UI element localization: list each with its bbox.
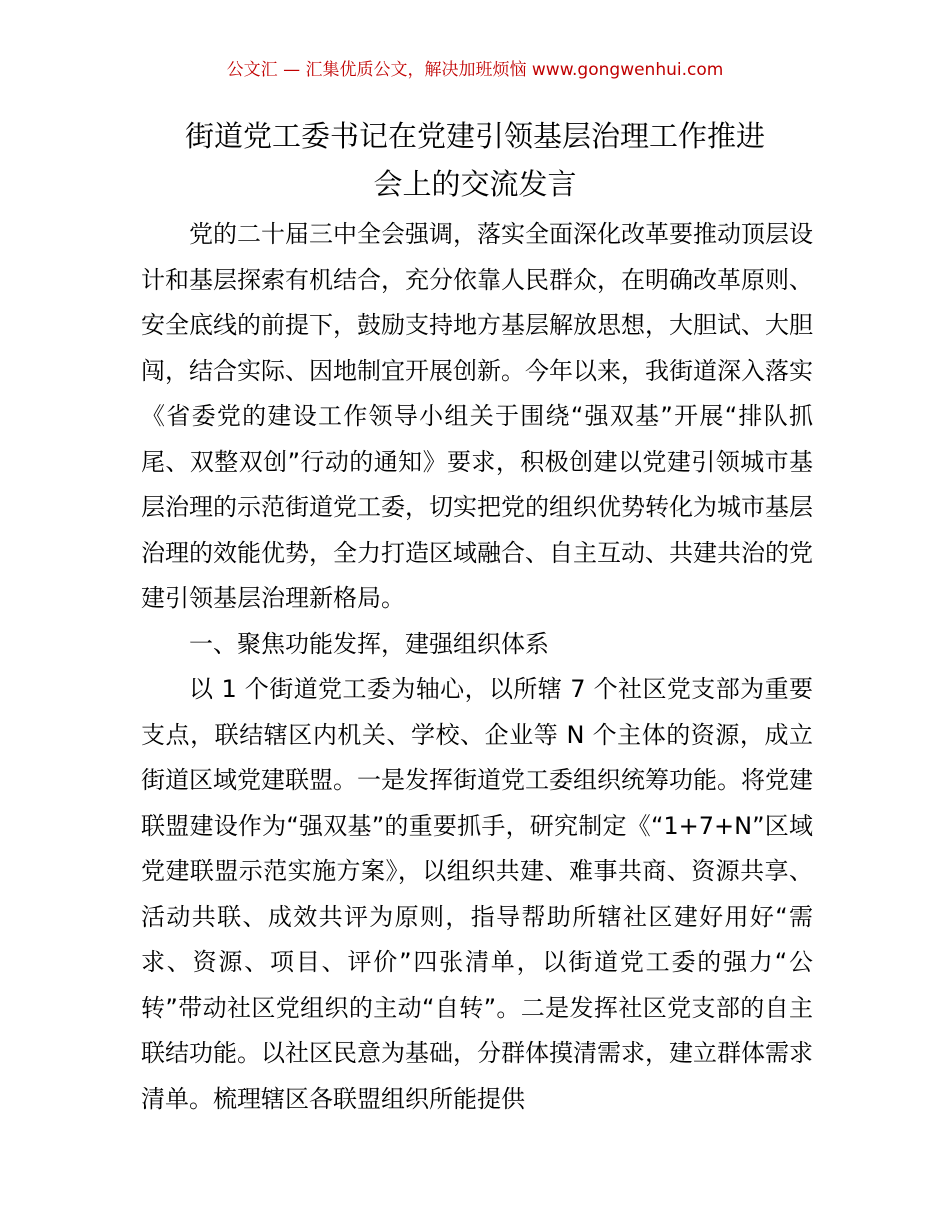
paragraph-intro: 党的二十届三中全会强调，落实全面深化改革要推动顶层设计和基层探索有机结合，充分依靠人民群众，在明确改革原则、安全底线的前提下，鼓励支持地方基层解放思想，大胆试、大胆闯，结合实际、因地制宜开展创新。今年以来，我街道深入落实《省委党的建设工作领导小组关于围绕“强双基”开展“排队抓尾、双整双创”行动的通知》要求，积极创建以党建引领城市基层治理的示范街道党工委，切实把党的组织优势转化为城市基层治理的效能优势，全力打造区域融合、自主互动、共建共治的党建引领基层治理新格局。	[141, 220, 813, 612]
paragraph-section-1: 以 1 个街道党工委为轴心，以所辖 7 个社区党支部为重要支点，联结辖区内机关、学校、企业等 N 个主体的资源，成立街道区域党建联盟。一是发挥街道党工委组织统筹功能。将党建联盟建设作为“强双基”的重要抓手，研究制定《“1+7+N”区域党建联盟示范实施方案》，以组织共建、难事共商、资源共享、活动共联、成效共评为原则，指导帮助所辖社区建好用好“需求、资源、项目、评价”四张清单，以街道党工委的强力“公转”带动社区党组织的主动“自转”。二是发挥社区党支部的自主联结功能。以社区民意为基础，分群体摸清需求，建立群体需求清单。梳理辖区各联盟组织所能提供	[141, 675, 813, 1113]
header-banner[interactable]: 公文汇 — 汇集优质公文，解决加班烦恼 www.gongwenhui.com	[226, 60, 724, 80]
title-line-2: 会上的交流发言	[373, 167, 577, 201]
document-body	[141, 212, 813, 1122]
section-heading-1: 一、聚焦功能发挥，建强组织体系	[189, 629, 549, 658]
document-title	[120, 112, 830, 208]
title-line-1: 街道党工委书记在党建引领基层治理工作推进	[184, 119, 765, 153]
